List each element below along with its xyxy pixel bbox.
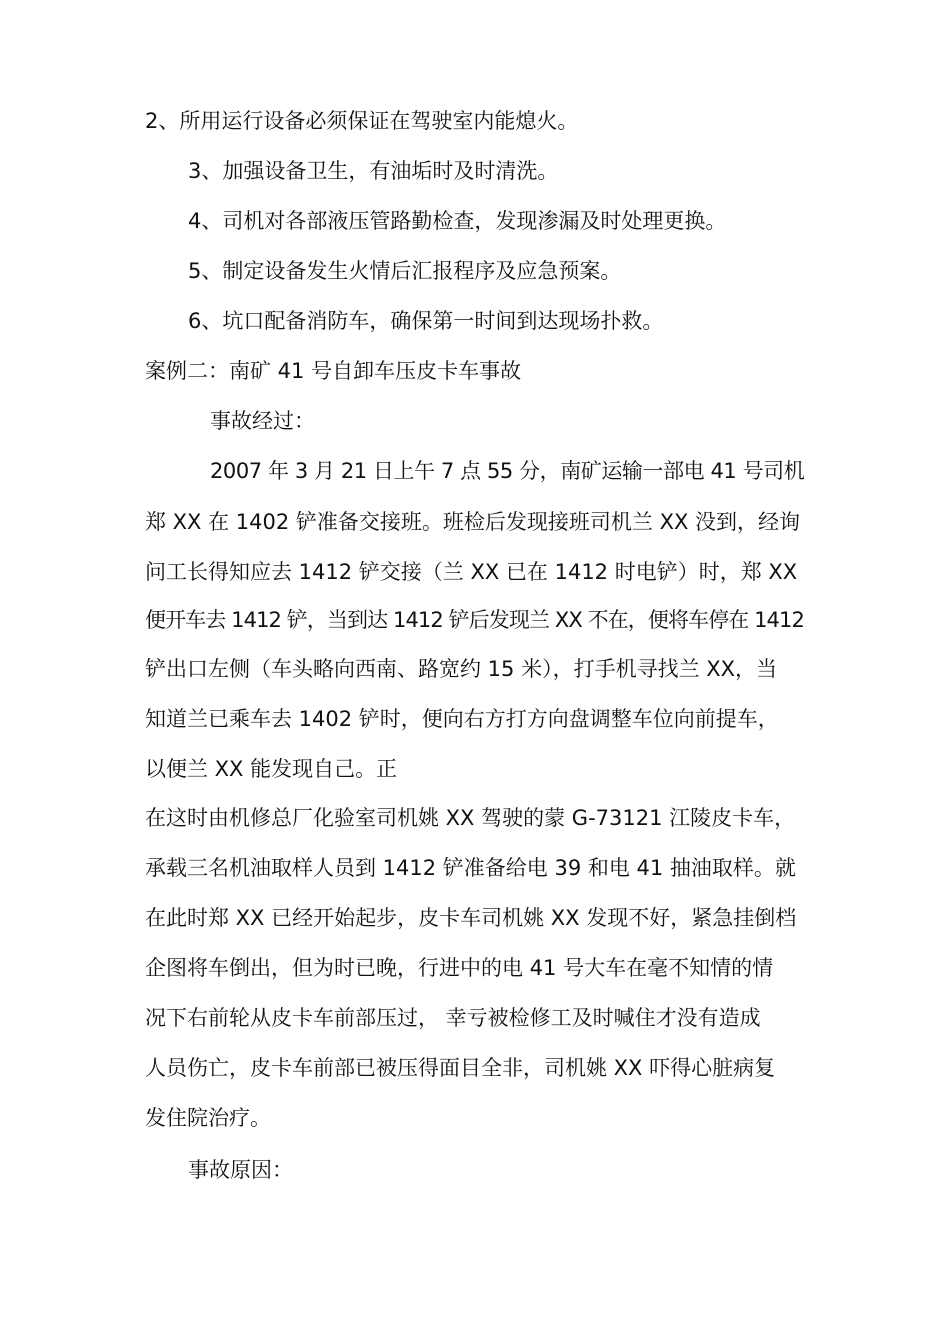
paragraph-line: 发住院治疗。 <box>145 1106 271 1130</box>
paragraph-line: 承载三名机油取样人员到 1412 铲准备给电 39 和电 41 抽油取样。就 <box>145 856 796 880</box>
paragraph-line: 问工长得知应去 1412 铲交接（兰 XX 已在 1412 时电铲）时，郑 XX <box>145 560 798 584</box>
list-item: 2、所用运行设备必须保证在驾驶室内能熄火。 <box>145 109 579 133</box>
list-item: 6、坑口配备消防车，确保第一时间到达现场扑救。 <box>188 309 664 333</box>
paragraph-line: 郑 XX 在 1402 铲准备交接班。班检后发现接班司机兰 XX 没到，经询 <box>145 510 801 534</box>
paragraph-line: 以便兰 XX 能发现自己。正 <box>145 757 398 781</box>
paragraph-line: 况下右前轮从皮卡车前部压过， 幸亏被检修工及时喊住才没有造成 <box>145 1006 761 1030</box>
paragraph-line: 铲出口左侧（车头略向西南、路宽约 15 米），打手机寻找兰 XX，当 <box>145 657 778 681</box>
section-heading: 事故经过： <box>210 409 315 433</box>
paragraph-line: 知道兰已乘车去 1402 铲时，便向右方打方向盘调整车位向前提车， <box>145 707 779 731</box>
section-heading: 事故原因： <box>188 1158 293 1182</box>
paragraph-line: 企图将车倒出，但为时已晚，行进中的电 41 号大车在毫不知情的情 <box>145 956 774 980</box>
list-item: 4、司机对各部液压管路勤检查，发现渗漏及时处理更换。 <box>188 209 727 233</box>
paragraph-line: 便开车去 1412 铲，当到达 1412 铲后发现兰 XX 不在，便将车停在 1412 <box>145 608 804 632</box>
case-title: 案例二：南矿 41 号自卸车压皮卡车事故 <box>145 359 522 383</box>
list-item: 3、加强设备卫生，有油垢时及时清洗。 <box>188 159 559 183</box>
paragraph-line: 在这时由机修总厂化验室司机姚 XX 驾驶的蒙 G-73121 江陵皮卡车， <box>145 806 796 830</box>
paragraph-line: 2007 年 3 月 21 日上午 7 点 55 分，南矿运输一部电 41 号司机 <box>210 459 805 483</box>
paragraph-line: 在此时郑 XX 已经开始起步，皮卡车司机姚 XX 发现不好，紧急挂倒档 <box>145 906 797 930</box>
list-item: 5、制定设备发生火情后汇报程序及应急预案。 <box>188 259 622 283</box>
paragraph-line: 人员伤亡，皮卡车前部已被压得面目全非，司机姚 XX 吓得心脏病复 <box>145 1056 776 1080</box>
